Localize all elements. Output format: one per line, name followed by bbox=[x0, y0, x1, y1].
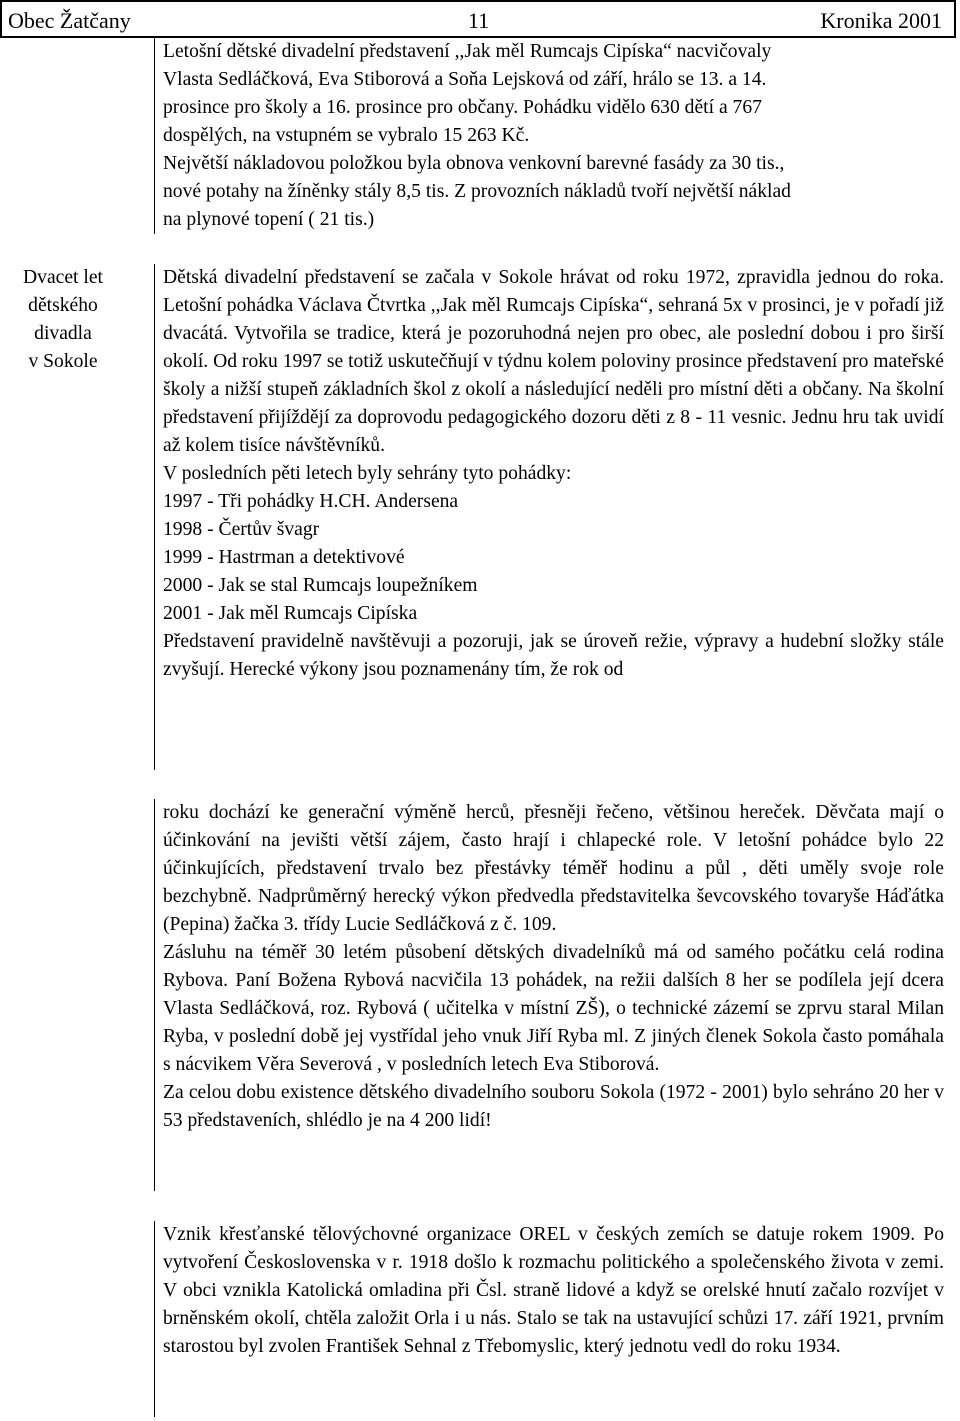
paragraph: Vznik křesťanské tělovýchovné organizace OREL v českých zemích se datuje rokem 1909. Po vytvoření Československa v r. 1918 došlo k rozmachu politického a společenského života v zemi. V obci vznikla Katolická omladina při Čsl. straně lidové a když se orelské hnutí začalo rozvíjet v brněnském okolí, chtěla založit Orla i u nás. Stalo se tak na ustavující schůzi 17. září 1921, prvním starostou byl zvolen František Sehnal z Třebomyslic, který jednotu vedl do roku 1934. bbox=[163, 1224, 944, 1357]
margin-heading-line: Dvacet let bbox=[23, 267, 103, 288]
play-item: 1998 - Čertův švagr bbox=[163, 519, 320, 540]
margin-heading-line: dětského bbox=[28, 295, 98, 316]
text-line: Letošní dětské divadelní představení ,,Jak měl Rumcajs Cipíska“ nacvičovaly bbox=[163, 41, 772, 62]
play-item: 1997 - Tři pohádky H.CH. Andersena bbox=[163, 491, 459, 512]
page-header bbox=[0, 0, 956, 38]
header-chronicle-year: Kronika 2001 bbox=[820, 8, 942, 33]
text-block-performers bbox=[154, 799, 944, 1191]
plays-list-intro: V posledních pěti letech byly sehrány tyto pohádky: bbox=[163, 463, 572, 484]
paragraph: Za celou dobu existence dětského divadelního souboru Sokola (1972 - 2001) bylo sehráno 20 her v 53 představeních, shlédlo je na 4 200 lidí! bbox=[163, 1082, 944, 1131]
margin-heading bbox=[8, 264, 118, 376]
paragraph: Zásluhu na téměř 30 letém působení dětských divadelníků má od samého počátku celá rodina Rybova. Paní Božena Rybová nacvičila 13 pohádek, na režii dalších 8 her se podílela její dcera Vlasta Sedláčková, roz. Rybová ( učitelka v místní ZŠ), o technické zázemí se zprvu staral Milan Ryba, v poslední době jej vystřídal jeho vnuk Jiří Ryba ml. Z jiných členek Sokola často pomáhala s nácvikem Věra Severová , v posledních letech Eva Stiborová. bbox=[163, 942, 944, 1075]
margin-heading-line: v Sokole bbox=[28, 351, 98, 372]
header-municipality: Obec Žatčany bbox=[8, 8, 131, 33]
header-page-number: 11 bbox=[468, 8, 490, 33]
text-line: prosince pro školy a 16. prosince pro občany. Pohádku vidělo 630 dětí a 767 bbox=[163, 97, 762, 118]
paragraph: Představení pravidelně navštěvuji a pozoruji, jak se úroveň režie, výpravy a hudební složky stále zvyšují. Herecké výkony jsou poznamenány tím, že rok od bbox=[163, 631, 944, 680]
text-line: dospělých, na vstupném se vybralo 15 263 Kč. bbox=[163, 125, 530, 146]
play-item: 1999 - Hastrman a detektivové bbox=[163, 547, 405, 568]
text-block-twenty-years bbox=[154, 264, 944, 770]
margin-heading-line: divadla bbox=[34, 323, 92, 344]
text-line: nové potahy na žíněnky stály 8,5 tis. Z provozních nákladů tvoří největší náklad bbox=[163, 181, 791, 202]
play-item: 2000 - Jak se stal Rumcajs loupežníkem bbox=[163, 575, 478, 596]
text-line: na plynové topení ( 21 tis.) bbox=[163, 209, 375, 230]
play-item: 2001 - Jak měl Rumcajs Cipíska bbox=[163, 603, 418, 624]
text-block-theatre-season bbox=[154, 38, 944, 234]
paragraph: roku dochází ke generační výměně herců, přesněji řečeno, většinou hereček. Děvčata mají o účinkování na jevišti větší zájem, často hrají i chlapecké role. V letošní pohádce bylo 22 účinkujících, představení trvalo bez přestávky téměř hodinu a půl , děti uměly svoje role bezchybně. Nadprůměrný herecký výkon předvedla představitelka ševcovského tovaryše Háďátka (Pepina) žačka 3. třídy Lucie Sedláčková z č. 109. bbox=[163, 802, 944, 935]
text-line: Největší nákladovou položkou byla obnova venkovní barevné fasády za 30 tis., bbox=[163, 153, 785, 174]
text-block-orel-history bbox=[154, 1221, 944, 1417]
text-line: Vlasta Sedláčková, Eva Stiborová a Soňa Lejsková od září, hrálo se 13. a 14. bbox=[163, 69, 767, 90]
paragraph: Dětská divadelní představení se začala v Sokole hrávat od roku 1972, zpravidla jednou do roka. Letošní pohádka Václava Čtvrtka ,,Jak měl Rumcajs Cipíska“, sehraná 5x v prosinci, je v pořadí již dvacátá. Vytvořila se tradice, která je pozoruhodná nejen pro obec, ale poslední dobou i pro širší okolí. Od roku 1997 se totiž uskutečňují v týdnu kolem poloviny prosince představení pro mateřské školy a nižší stupeň základních škol z okolí a následující neděli pro místní děti a občany. Na školní představení přijíždějí za doprovodu pedagogického dozoru děti z 8 - 11 vesnic. Jednu hru tak uvidí až kolem tisíce návštěvníků. bbox=[163, 267, 944, 456]
